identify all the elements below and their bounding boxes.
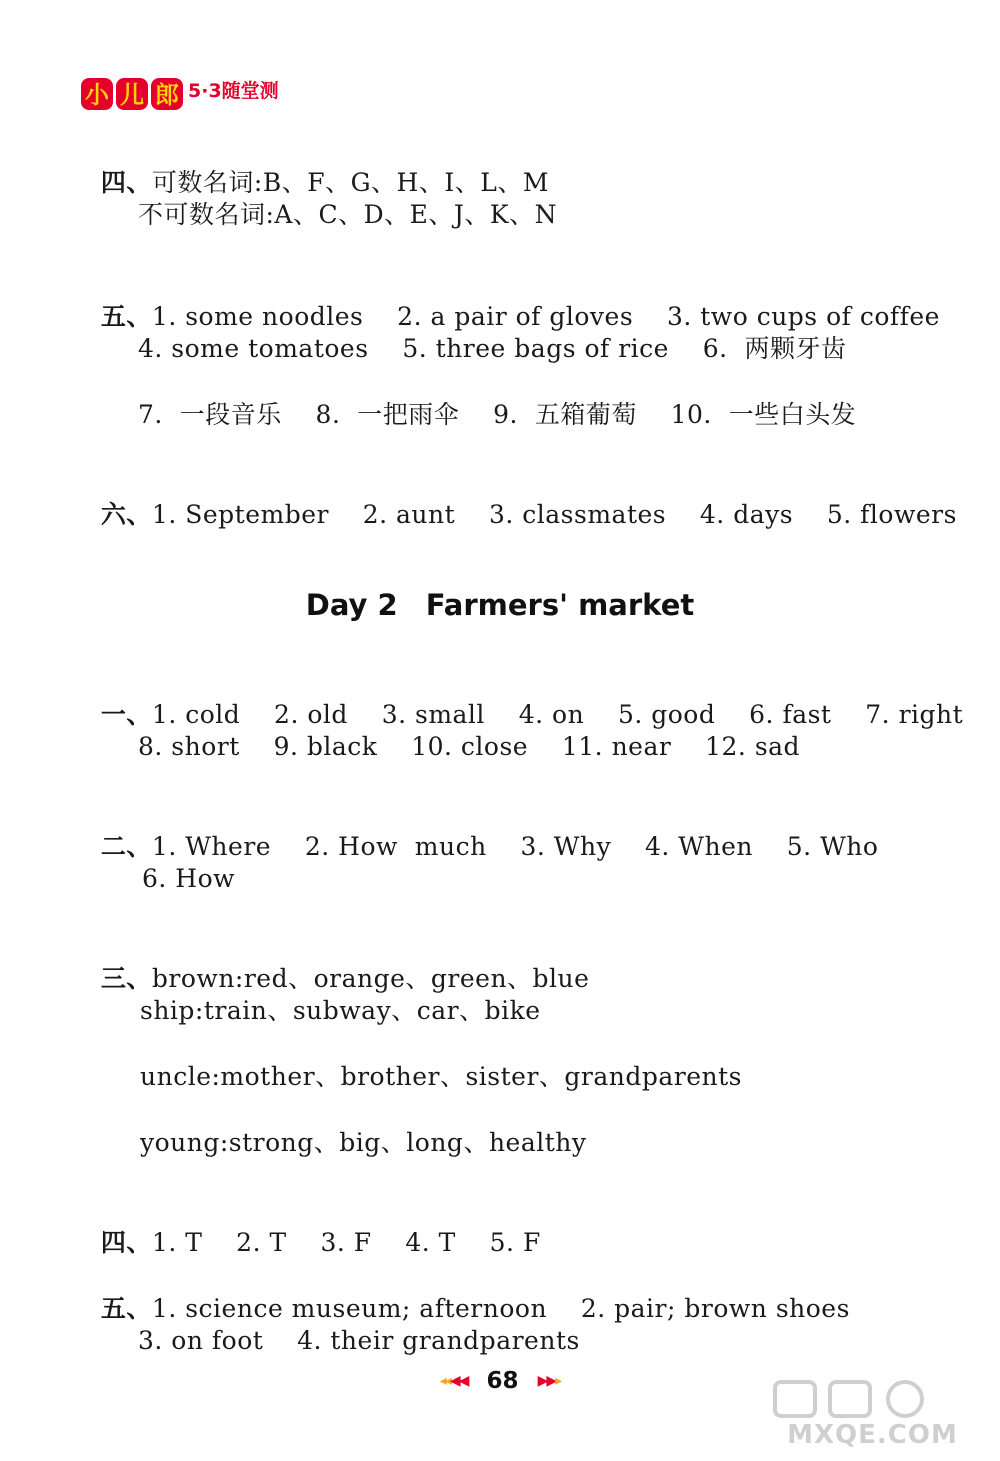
answer-text: 1. Where 2. How much 3. Why 4. When 5. Who [151, 832, 879, 861]
section-marker: 五、 [100, 302, 152, 331]
answer-five-line1 [84, 266, 940, 334]
arrow-left-icon: ◂◂◀◀ [439, 1373, 468, 1389]
answer-four-countable [84, 132, 549, 200]
answer-text: brown:red、orange、green、blue [151, 964, 590, 993]
answer-text: 1. T 2. T 3. F 4. T 5. F [151, 1228, 541, 1257]
page-number: 68 [486, 1368, 519, 1394]
logo-subtitle: 5·3随堂测 [188, 80, 279, 102]
answer-one-line1 [84, 664, 963, 732]
answer-five-line1 [84, 1258, 850, 1326]
answer-text: 可数名词:B、F、G、H、I、L、M [151, 168, 549, 197]
answer-text: 1. September 2. aunt 3. classmates 4. days 5. flowers [151, 500, 957, 529]
topic-label: Farmers' market [425, 588, 695, 622]
answer-one-line2: 8. short 9. black 10. close 11. near 12. sad [138, 732, 801, 761]
answer-six [84, 464, 957, 532]
answer-three-line2: ship:train、subway、car、bike [140, 996, 541, 1025]
watermark-text: MXQE.COM [787, 1420, 958, 1450]
logo-mark-icon [80, 74, 190, 114]
section-marker: 五、 [100, 1294, 152, 1323]
svg-text:郎: 郎 [155, 81, 179, 109]
section-marker: 四、 [100, 1228, 152, 1257]
svg-text:儿: 儿 [120, 81, 144, 109]
day-label: Day 2 [305, 588, 398, 622]
watermark [755, 1378, 990, 1450]
answer-five-line3: 7. 一段音乐 8. 一把雨伞 9. 五箱葡萄 10. 一些白头发 [138, 400, 857, 429]
section-marker: 二、 [100, 832, 152, 861]
answer-text: 1. cold 2. old 3. small 4. on 5. good 6. fast 7. right [151, 700, 964, 729]
watermark-logo-icon [755, 1378, 990, 1422]
answer-three-line1 [84, 928, 589, 996]
answer-three-line3: uncle:mother、brother、sister、grandparents [140, 1062, 743, 1091]
answer-two-line1 [84, 796, 878, 864]
section-marker: 一、 [100, 700, 152, 729]
svg-text:小: 小 [85, 81, 109, 109]
answer-text: 1. science museum; afternoon 2. pair; brown shoes [151, 1294, 850, 1323]
section-marker: 六、 [100, 500, 152, 529]
brand-logo [80, 74, 279, 114]
section-marker: 四、 [100, 168, 152, 197]
page-title [0, 588, 1000, 622]
answer-text: 1. some noodles 2. a pair of gloves 3. two cups of coffee [151, 302, 940, 331]
answer-five-line2: 3. on foot 4. their grandparents [138, 1326, 580, 1355]
answer-four-truefalse [84, 1192, 541, 1260]
section-marker: 三、 [100, 964, 152, 993]
answer-four-uncountable: 不可数名词:A、C、D、E、J、K、N [138, 200, 557, 229]
arrow-right-icon: ▶▶▸ [537, 1373, 561, 1389]
answer-five-line2: 4. some tomatoes 5. three bags of rice 6. 两颗牙齿 [138, 334, 847, 363]
answer-three-line4: young:strong、big、long、healthy [140, 1128, 587, 1157]
answer-two-line2: 6. How [142, 864, 236, 893]
